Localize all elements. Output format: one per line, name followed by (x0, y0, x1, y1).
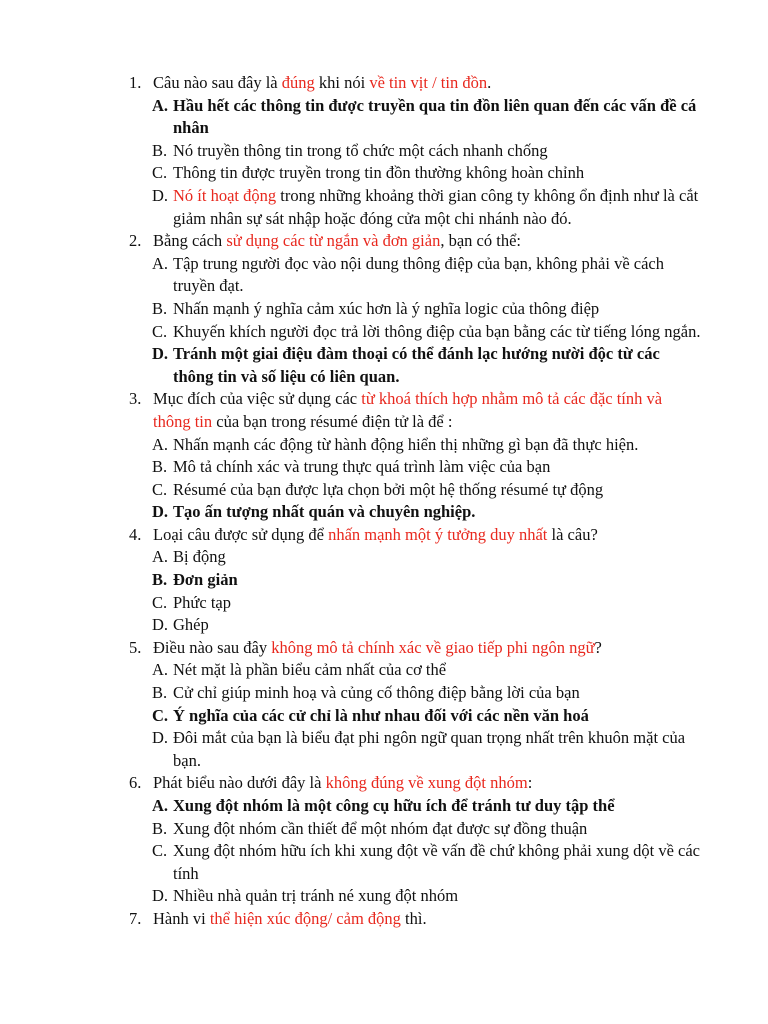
option-text: Nhấn mạnh các động từ hành động hiển thị những gì bạn đã thực hiện. (173, 434, 639, 454)
stem-text: thì. (400, 908, 427, 928)
highlighted-text: thể hiện xúc động/ cảm động (209, 908, 401, 928)
stem-text: là câu? (547, 524, 598, 544)
question-number: 1. (129, 73, 142, 92)
highlighted-text: không mô tả chính xác về giao tiếp phi ngôn ngữ (271, 637, 595, 657)
stem-text: Loại câu được sử dụng để (153, 524, 329, 544)
option-text: Xung đột nhóm là một công cụ hữu ích để tránh tư duy tập thể (173, 796, 615, 815)
highlighted-text: nhấn mạnh một ý tưởng duy nhất (328, 524, 548, 544)
question-list (0, 72, 768, 931)
option-letter: C. (152, 592, 168, 612)
stem-text: Mục đích của việc sử dụng các (153, 389, 362, 409)
question-stem (153, 72, 702, 95)
question-number: 7. (129, 908, 142, 928)
correct-answer-option (153, 95, 702, 140)
option-text: Đôi mắt của bạn là biểu đạt phi ngôn ngữ quan trọng nhất trên khuôn mặt của bạn. (173, 728, 686, 770)
option-letter: D. (152, 615, 169, 635)
answer-option (153, 185, 702, 230)
option-text: Mô tả chính xác và trung thực quá trình làm việc của bạn (173, 457, 551, 477)
option-text: Cử chỉ giúp minh hoạ và củng cố thông điệp bằng lời của bạn (173, 683, 580, 703)
option-text: Tập trung người đọc vào nội dung thông điệp của bạn, không phải về cách truyền đạt. (173, 253, 665, 296)
option-list (153, 434, 702, 524)
question-number: 3. (129, 389, 142, 409)
answer-option (153, 614, 702, 637)
question-stem (153, 524, 702, 547)
question-number: 4. (129, 524, 142, 544)
option-letter: B. (152, 140, 168, 160)
option-text: Ý nghĩa của các cử chỉ là như nhau đối với các nền văn hoá (173, 705, 589, 725)
stem-text: ? (594, 637, 602, 657)
question-item (0, 908, 768, 931)
option-text: Hầu hết các thông tin được truyền qua tin đồn liên quan đến các vấn đề cá nhân (173, 95, 697, 138)
option-text: Nó truyền thông tin trong tổ chức một cách nhanh chống (173, 140, 548, 160)
answer-option (153, 682, 702, 705)
option-text: Résumé của bạn được lựa chọn bởi một hệ thống résumé tự động (173, 479, 604, 499)
option-letter: A. (152, 253, 169, 273)
option-letter: A. (152, 95, 169, 115)
option-letter: B. (152, 683, 168, 703)
answer-option (153, 456, 702, 479)
answer-option (153, 298, 702, 321)
stem-text: : (527, 773, 533, 793)
stem-text: Phát biểu nào dưới đây là (153, 773, 326, 793)
question-stem (153, 388, 702, 433)
option-list (153, 659, 702, 772)
answer-option (153, 592, 702, 615)
option-list (153, 253, 702, 389)
option-letter: D. (152, 502, 169, 522)
answer-option (153, 321, 702, 344)
option-text: Xung đột nhóm hữu ích khi xung đột về vấn đề chứ không phải xung dột về các tính (173, 841, 701, 883)
question-number: 2. (129, 231, 142, 251)
option-letter: D. (152, 344, 169, 364)
stem-text: , bạn có thể: (440, 231, 521, 251)
answer-option (153, 140, 702, 163)
stem-text: Hành vi (153, 908, 210, 928)
option-text: Đơn giản (173, 570, 238, 590)
highlighted-text: về tin vịt / tin đồn (369, 73, 488, 92)
correct-answer-option (153, 569, 702, 592)
option-text: Tạo ấn tượng nhất quán và chuyên nghiệp. (173, 502, 476, 522)
question-item (0, 230, 768, 388)
option-letter: C. (152, 163, 168, 183)
answer-option (153, 659, 702, 682)
option-text: Nhiều nhà quản trị tránh né xung đột nhóm (173, 886, 459, 906)
option-text: Xung đột nhóm cần thiết để một nhóm đạt được sự đồng thuận (173, 818, 588, 838)
option-letter: C. (152, 321, 168, 341)
highlighted-text: sử dụng các từ ngắn và đơn giản (226, 231, 441, 251)
answer-option (153, 818, 702, 841)
question-stem (153, 772, 702, 795)
question-number: 5. (129, 637, 142, 657)
stem-text: . (487, 73, 492, 92)
option-text: Bị động (173, 547, 226, 567)
stem-text: Điều nào sau đây (153, 637, 272, 657)
question-stem (153, 230, 702, 253)
option-segment: trong những khoảng thời gian công ty không ổn định như là cắt giảm nhân sự sát nhập hoặc đóng cửa một chi nhánh nào đó. (173, 185, 699, 228)
stem-text: Bằng cách (153, 231, 227, 251)
option-letter: D. (152, 886, 169, 906)
option-text: Thông tin được truyền trong tin đồn thường không hoàn chỉnh (173, 163, 585, 183)
stem-text: của bạn trong résumé điện tử là để : (212, 411, 453, 431)
option-letter: A. (152, 660, 169, 680)
stem-text: khi nói (314, 73, 370, 92)
option-text: Phức tạp (173, 592, 231, 612)
option-list (153, 546, 702, 636)
option-letter: B. (152, 298, 168, 318)
answer-option (153, 479, 702, 502)
option-letter: A. (152, 434, 169, 454)
option-list (153, 95, 702, 231)
answer-option (153, 885, 702, 908)
highlighted-text: từ khoá thích hợp nhằm mô tả các đặc tính và thông tin (153, 389, 663, 431)
option-text: Khuyến khích người đọc trả lời thông điệp của bạn bằng các từ tiếng lóng ngắn. (173, 321, 701, 341)
question-item (0, 772, 768, 908)
answer-option (153, 727, 702, 772)
highlighted-text: đúng (281, 73, 315, 92)
option-text: Nhấn mạnh ý nghĩa cảm xúc hơn là ý nghĩa logic của thông điệp (173, 298, 600, 318)
correct-answer-option (153, 501, 702, 524)
option-text: Ghép (173, 615, 209, 635)
highlighted-text: Nó ít hoạt động (173, 185, 277, 205)
option-letter: A. (152, 796, 169, 815)
question-stem (153, 637, 702, 660)
correct-answer-option (153, 705, 702, 728)
option-letter: B. (152, 818, 168, 838)
question-stem (153, 908, 702, 931)
stem-text: Câu nào sau đây là (153, 73, 282, 92)
question-item (0, 524, 768, 637)
option-list (153, 795, 702, 908)
option-letter: C. (152, 841, 168, 861)
answer-option (153, 546, 702, 569)
answer-option (153, 434, 702, 457)
option-letter: D. (152, 728, 169, 748)
question-item (0, 637, 768, 773)
question-number: 6. (129, 773, 142, 793)
option-letter: C. (152, 705, 169, 725)
option-text: Nét mặt là phần biểu cảm nhất của cơ thể (173, 660, 447, 680)
highlighted-text: không đúng về xung đột nhóm (325, 773, 528, 793)
option-letter: A. (152, 547, 169, 567)
question-item (0, 72, 768, 230)
answer-option (153, 253, 702, 298)
correct-answer-option (153, 795, 702, 818)
question-item (0, 388, 768, 524)
option-letter: C. (152, 479, 168, 499)
option-letter: B. (152, 570, 168, 590)
option-letter: D. (152, 185, 169, 205)
answer-option (153, 162, 702, 185)
correct-answer-option (153, 343, 702, 388)
option-text: Tránh một giai điệu đàm thoại có thể đánh lạc hướng nười độc từ các thông tin và số liệu có liên quan. (173, 344, 660, 386)
option-text (173, 186, 698, 228)
answer-option (153, 840, 702, 885)
option-letter: B. (152, 457, 168, 477)
